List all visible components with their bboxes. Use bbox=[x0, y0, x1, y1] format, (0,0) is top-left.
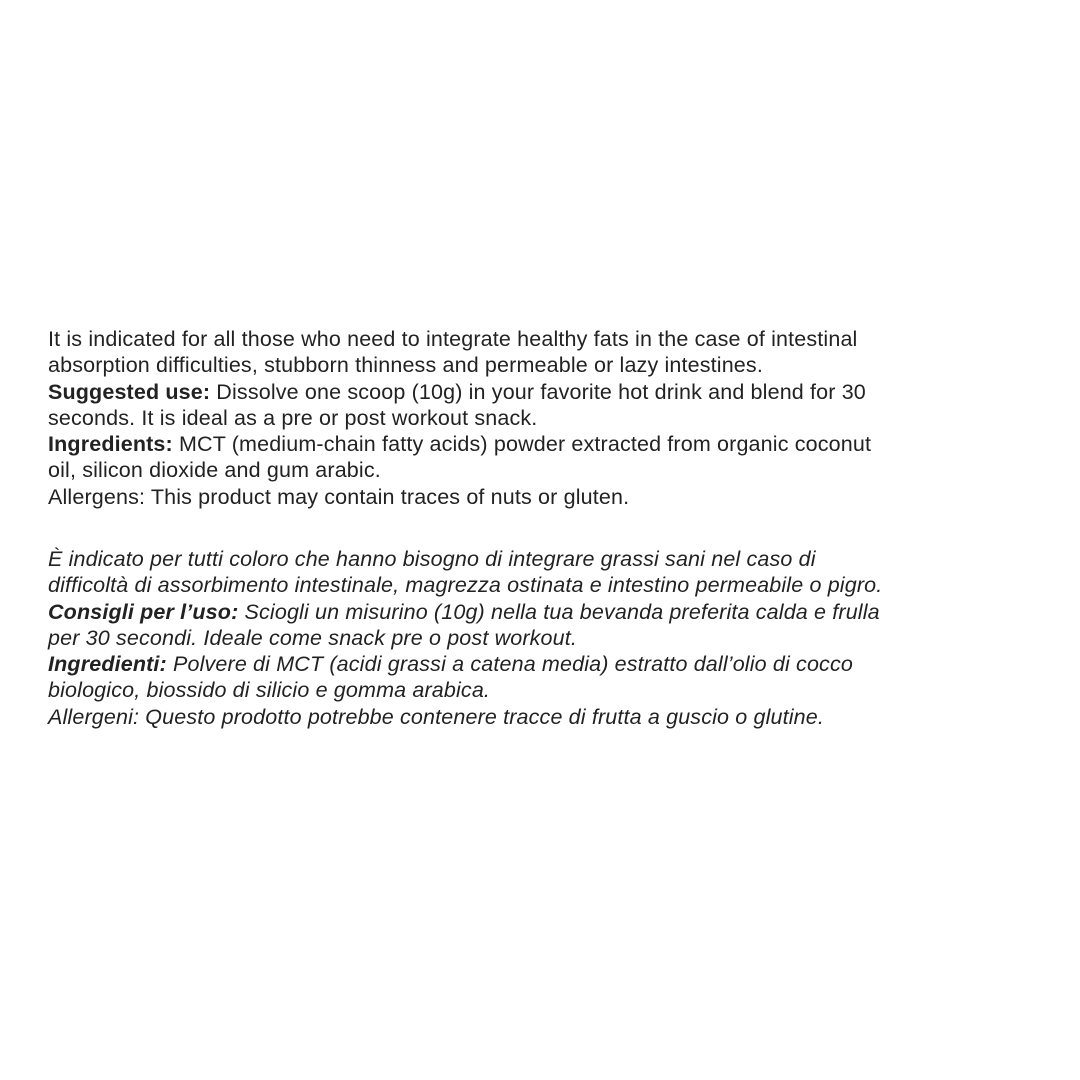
italian-suggested-use-text: Sciogli un misurino (10g) nella tua bevanda preferita calda e frulla bbox=[238, 599, 880, 624]
english-ingredients-label: Ingredients: bbox=[48, 432, 173, 457]
italian-ingredients-line-1 bbox=[48, 651, 1048, 677]
english-suggested-use-text: Dissolve one scoop (10g) in your favorite hot drink and blend for 30 bbox=[210, 379, 866, 404]
italian-suggested-use-label: Consigli per l’uso: bbox=[48, 599, 239, 624]
italian-allergens: Allergeni: Questo prodotto potrebbe contenere tracce di frutta a guscio o glutine. bbox=[48, 704, 825, 729]
english-ingredients-line-2: oil, silicon dioxide and gum arabic. bbox=[48, 458, 381, 483]
english-description bbox=[48, 326, 1038, 510]
italian-ingredients-text: Polvere di MCT (acidi grassi a catena media) estratto dall’olio di cocco bbox=[166, 652, 853, 677]
english-suggested-use-line-1 bbox=[48, 379, 1038, 405]
italian-ingredients-label: Ingredienti: bbox=[48, 652, 167, 677]
italian-intro-line-2: difficoltà di assorbimento intestinale, magrezza ostinata e intestino permeabile o pigro. bbox=[48, 573, 883, 598]
english-suggested-use-label: Suggested use: bbox=[48, 379, 211, 404]
english-ingredients-line-1 bbox=[48, 431, 1038, 457]
italian-intro-line-1: È indicato per tutti coloro che hanno bisogno di integrare grassi sani nel caso di bbox=[48, 547, 816, 571]
english-ingredients-text: MCT (medium-chain fatty acids) powder extracted from organic coconut bbox=[172, 432, 872, 457]
italian-description bbox=[48, 546, 1048, 730]
english-suggested-use-line-2: seconds. It is ideal as a pre or post workout snack. bbox=[48, 405, 538, 430]
english-allergens: Allergens: This product may contain traces of nuts or gluten. bbox=[48, 484, 630, 509]
english-intro-line-1: It is indicated for all those who need to integrate healthy fats in the case of intestinal bbox=[48, 327, 858, 351]
italian-suggested-use-line-1 bbox=[48, 599, 1048, 625]
english-intro-line-2: absorption difficulties, stubborn thinness and permeable or lazy intestines. bbox=[48, 353, 763, 378]
italian-suggested-use-line-2: per 30 secondi. Ideale come snack pre o post workout. bbox=[48, 625, 578, 650]
italian-ingredients-line-2: biologico, biossido di silicio e gomma arabica. bbox=[48, 678, 491, 703]
